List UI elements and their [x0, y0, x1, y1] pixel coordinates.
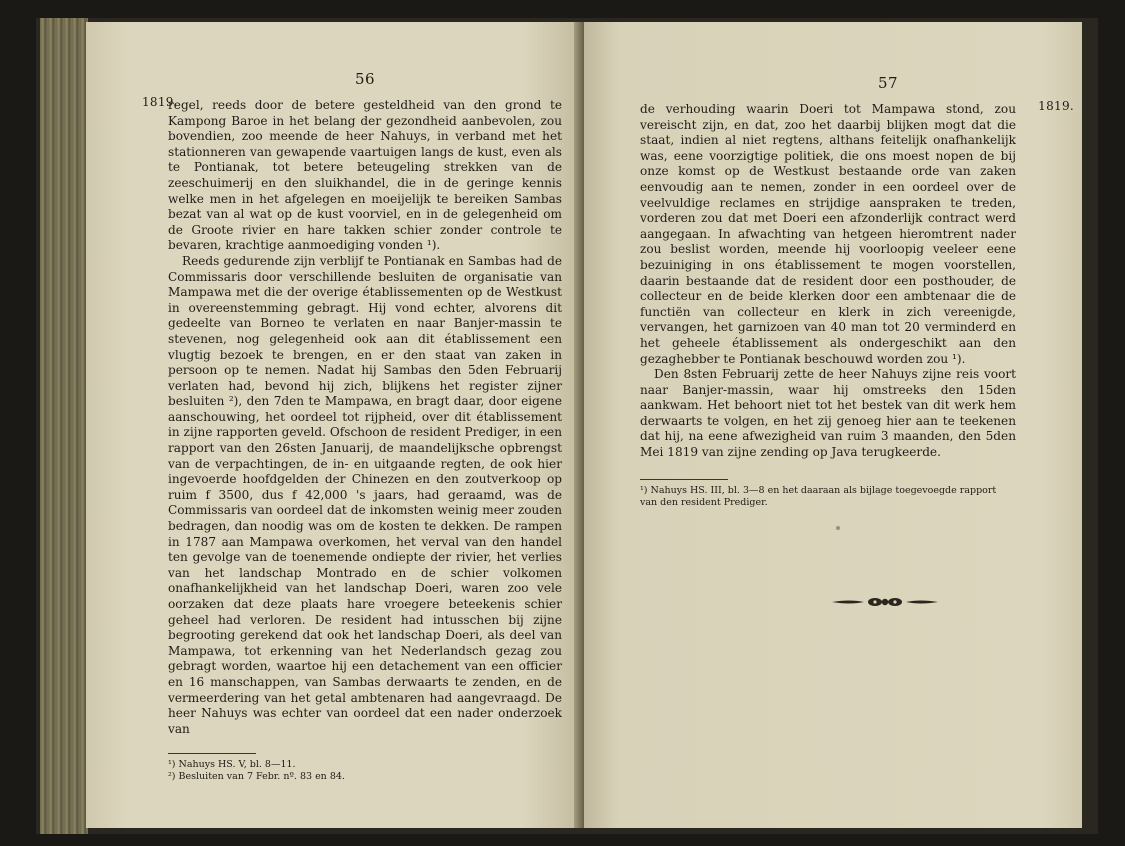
right-paragraph-1: de verhouding waarin Doeri tot Mampawa stond, zou vereischt zijn, en dat, zoo het daarbij blijken mogt dat die staat, indien al niet regtens, althans feitelijk onafhankelijk was, eene voorzigtige politiek, die ons moest nopen de bij onze komst op de Westkust bestaande orde van zaken eenvoudig aan te nemen, zonder in een oordeel over de veelvuldige reclames en strijdige aanspraken te treden, vorderen zou dat met Doeri een afzonderlijk contract werd aangegaan. In afwachting van hetgeen hieromtrent nader zou beslist worden, meende hij voorloopig veeleer eene bezuiniging in ons établissement te mogen voorstellen, daarin bestaande dat de resident door een posthouder, de collecteur en de beide klerken door een ambtenaar die de functiën van collecteur en klerk in zich vereenigde, vervangen, het garnizoen van 40 man tot 20 verminderd en het geheele établissement als ondergeschikt aan den gezaghebber te Pontianak beschouwd worden zou ¹). [640, 102, 1016, 366]
ink-speck [836, 526, 840, 530]
right-page [584, 22, 1082, 828]
right-paragraph-2: Den 8sten Februarij zette de heer Nahuys zijne reis voort naar Banjer-massin, waar hij omstreeks den 15den aankwam. Het behoort niet tot het bestek van dit werk hem derwaarts te volgen, en het zij genoeg hier aan te teekenen dat hij, na eene afwezigheid van ruim 3 maanden, den 5den Mei 1819 van zijne zending op Java terugkeerde. [640, 367, 1016, 460]
right-footnote-1: ¹) Nahuys HS. III, bl. 3—8 en het daaraan als bijlage toegevoegde rapport van den resident Prediger. [640, 484, 997, 508]
left-page-number: 56 [354, 70, 376, 88]
left-body-text [168, 98, 562, 737]
left-footnote-2: ²) Besluiten van 7 Febr. nº. 83 en 84. [168, 771, 345, 783]
left-page [86, 22, 582, 828]
left-footnote-1: ¹) Nahuys HS. V, bl. 8—11. [168, 759, 296, 771]
left-paragraph-2: Reeds gedurende zijn verblijf te Pontianak en Sambas had de Commissaris door verschillende besluiten de organisatie van Mampawa met die der overige établissementen op de Westkust in overeenstemming gebragt. Hij vond echter, alvorens dit gedeelte van Borneo te verlaten en naar Banjer-massin te stevenen, nog gelegenheid ook aan dit établissement een vlugtig bezoek te brengen, en er den staat van zaken in persoon op te nemen. Nadat hij Sambas den 5den Februarij verlaten had, bevond hij zich, blijkens het register zijner besluiten ²), den 7den te Mampawa, en bragt daar, door eigene aanschouwing, het oordeel tot rijpheid, over dit établissement in zijne rapporten geveld. Ofschoon de resident Prediger, in een rapport van den 26sten Januarij, de maandelijksche opbrengst van de verpachtingen, de in- en uitgaande regten, de ook hier ingevoerde hoofdgelden der Chinezen en den zoutverkoop op ruim f 3500, dus f 42,000 's jaars, had geraamd, was de Commissaris van oordeel dat de inkomsten weinig meer zouden bedragen, dan noodig was om de kosten te dekken. De rampen in 1787 aan Mampawa overkomen, het verval van den handel ten gevolge van de toenemende ondiepte der rivier, het verlies van het landschap Montrado en de schier volkomen onafhankelijkheid van het landschap Doeri, waren zoo vele oorzaken dat deze plaats hare vroegere beteekenis schier geheel had verloren. De resident had intusschen bij zijne begrooting gerekend dat ook het landschap Doeri, als deel van Mampawa, tot erkenning van het Nederlandsch gezag zou gebragt worden, waartoe hij een detachement van een officier en 16 manschappen, van Sambas derwaarts te zenden, en de vermeerdering van het getal ambtenaren had aangevraagd. De heer Nahuys was echter van oordeel dat een nader onderzoek van [168, 253, 562, 736]
book-binding-edge [40, 18, 88, 834]
tailpiece-ornament-icon [830, 596, 940, 608]
right-page-number: 57 [877, 74, 899, 92]
left-paragraph-1: regel, reeds door de betere gesteldheid van den grond te Kampong Baroe in het belang der gezondheid aanbevolen, zou bovendien, zoo meende de heer Nahuys, in verband met het stationneren van gewapende vaartuigen langs de kust, even als te Pontianak, tot betere beteugeling strekken van de zeeschuimerij en den sluikhandel, die in de geringe kennis welke men in het afgelegen en moeijelijk te bereiken Sambas bezat van al wat op de kust voorviel, en in de gelegenheid om de Groote rivier en hare takken schier zonder controle te bevaren, krachtige aanmoediging vonden ¹). [168, 98, 562, 253]
right-margin-year: 1819. [1038, 99, 1074, 113]
right-body-text [640, 102, 1016, 461]
left-margin-year: 1819. [142, 95, 178, 109]
left-footnote-rule [168, 753, 256, 754]
right-footnote-rule [640, 479, 728, 480]
